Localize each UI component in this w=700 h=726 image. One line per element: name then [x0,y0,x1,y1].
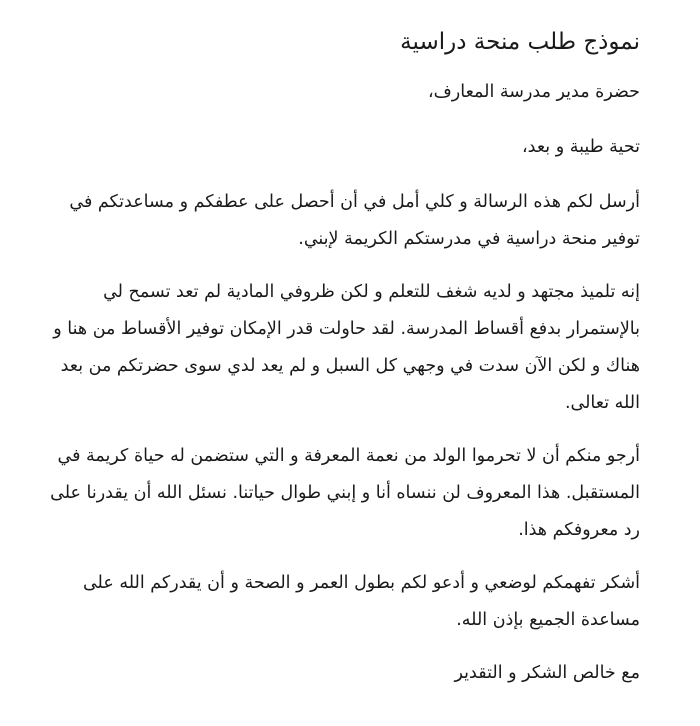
paragraph-plea: أرجو منكم أن لا تحرموا الولد من نعمة المعرفة و التي ستضمن له حياة كريمة في المستقبل. هذا المعروف لن ننساه أنا و إبني طوال حياتنا. نسئل الله أن يقدرنا على رد معروفكم هذا. [50,446,640,540]
paragraph-thanks: أشكر تفهمكم لوضعي و أدعو لكم بطول العمر و الصحة و أن يقدركم الله على مساعدة الجميع بإذن الله. [82,573,640,630]
paragraph-request: أرسل لكم هذه الرسالة و كلي أمل في أن أحصل على عطفكم و مساعدتكم في توفير منحة دراسية في مدرستكم الكريمة لإبني. [69,192,640,249]
paragraph-circumstances: إنه تلميذ مجتهد و لديه شغف للتعلم و لكن ظروفي المادية لم تعد تسمح لي بالإستمرار بدفع أقساط المدرسة. لقد حاولت قدر الإمكان توفير الأقساط من هنا و هناك و لكن الآن سدت في وجهي كل السبل و لم يعد لدي سوى حضرتكم من بعد الله تعالى. [53,282,640,413]
letter-title: نموذج طلب منحة دراسية [400,29,640,55]
letter-closing: مع خالص الشكر و التقدير [454,663,640,683]
letter-greeting: تحية طيبة و بعد، [522,137,640,157]
letter-salutation: حضرة مدير مدرسة المعارف، [428,82,640,102]
